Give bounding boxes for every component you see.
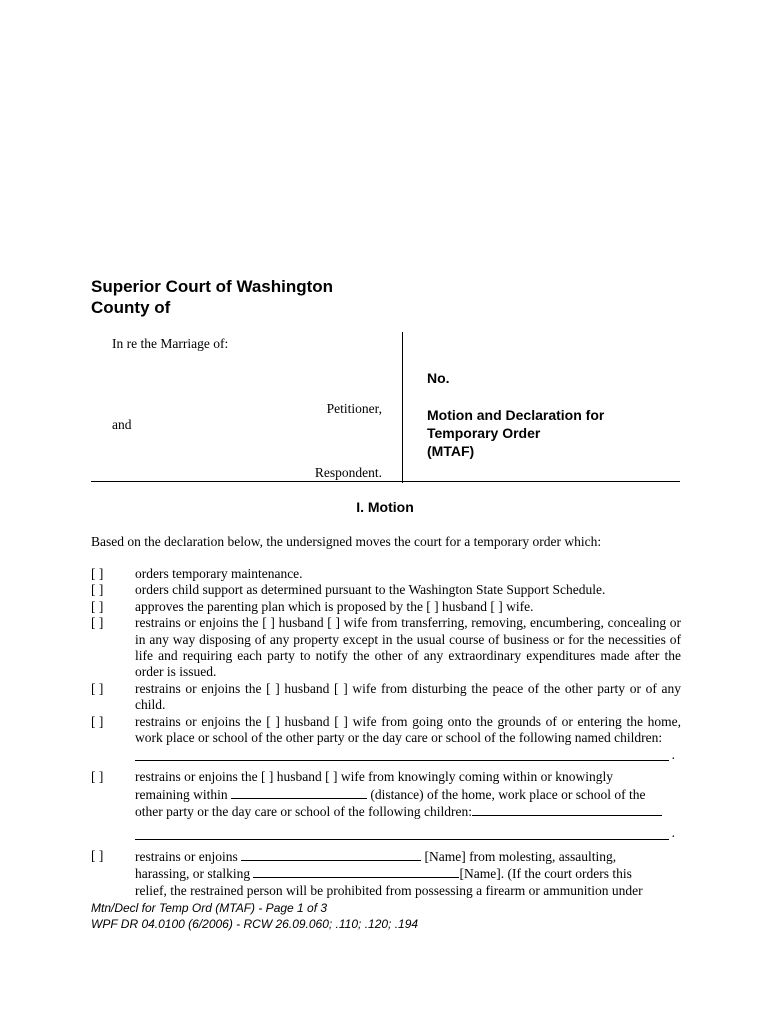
case-number-label: No. bbox=[427, 370, 450, 386]
case-caption bbox=[91, 332, 680, 483]
item-text bbox=[135, 848, 681, 899]
section-heading: I. Motion bbox=[356, 499, 414, 515]
line-period: . bbox=[671, 747, 675, 763]
list-item bbox=[91, 566, 681, 582]
motion-items-list bbox=[91, 566, 681, 899]
list-item bbox=[91, 714, 681, 762]
checkbox[interactable]: [ ] bbox=[91, 847, 104, 863]
item-text-fragment: restrains or enjoins bbox=[135, 848, 238, 864]
item-text-fragment: other party or the day care or school of the following children: bbox=[135, 804, 473, 820]
item-text-fragment: relief, the restrained person will be prohibited from possessing a firearm or ammunition under bbox=[135, 882, 643, 898]
checkbox[interactable]: [ ] bbox=[91, 769, 104, 785]
item-text-body: restrains or enjoins the [ ] husband [ ] wife from going onto the grounds of or entering the home, work place or school of the other party or the day care or school of the following named children: bbox=[135, 713, 681, 746]
footer-line: WPF DR 04.0100 (6/2006) - RCW 26.09.060; .110; .120; .194 bbox=[91, 917, 419, 931]
restrained-name-field[interactable] bbox=[241, 848, 421, 861]
item-text: orders child support as determined pursuant to the Washington State Support Schedule. bbox=[135, 582, 606, 598]
and-label: and bbox=[112, 417, 132, 432]
document-title-line: (MTAF) bbox=[427, 443, 475, 459]
item-text: approves the parenting plan which is proposed by the [ ] husband [ ] wife. bbox=[135, 598, 534, 614]
checkbox[interactable]: [ ] bbox=[91, 615, 104, 631]
children-names-field-2[interactable] bbox=[135, 825, 675, 841]
checkbox[interactable]: [ ] bbox=[91, 713, 104, 729]
list-item bbox=[91, 848, 681, 899]
caption-divider bbox=[91, 481, 680, 482]
item-text-fragment: harassing, or stalking bbox=[135, 866, 251, 882]
parties-block bbox=[91, 332, 403, 483]
page-footer bbox=[91, 900, 418, 932]
item-text-fragment: (distance) of the home, work place or school of the bbox=[370, 786, 646, 802]
item-text-fragment: remaining within bbox=[135, 786, 228, 802]
item-text bbox=[135, 714, 681, 762]
protected-name-field[interactable] bbox=[253, 865, 459, 878]
item-text: orders temporary maintenance. bbox=[135, 566, 303, 581]
list-item bbox=[91, 599, 681, 615]
respondent-label: Respondent. bbox=[314, 465, 382, 480]
item-text bbox=[135, 769, 681, 839]
item-text-body: restrains or enjoins the [ ] husband [ ] wife from knowingly coming within or knowingly bbox=[135, 769, 614, 785]
line-period: . bbox=[671, 825, 675, 841]
checkbox[interactable]: [ ] bbox=[91, 582, 104, 598]
checkbox[interactable]: [ ] bbox=[91, 598, 104, 614]
checkbox[interactable]: [ ] bbox=[91, 566, 104, 581]
item-text-fragment: [Name] from molesting, assaulting, bbox=[424, 848, 617, 864]
document-title-line: Motion and Declaration for bbox=[427, 407, 605, 423]
list-item bbox=[91, 615, 681, 681]
distance-field[interactable] bbox=[231, 786, 367, 799]
intro-paragraph: Based on the declaration below, the undersigned moves the court for a temporary order which: bbox=[91, 534, 602, 549]
document-title bbox=[427, 406, 604, 460]
petitioner-label: Petitioner, bbox=[326, 401, 382, 416]
marriage-label: In re the Marriage of: bbox=[112, 336, 229, 351]
document-title-line: Temporary Order bbox=[427, 425, 541, 441]
children-names-field[interactable] bbox=[135, 746, 675, 763]
county-label: County of bbox=[91, 298, 171, 317]
list-item bbox=[91, 769, 681, 839]
item-text: restrains or enjoins the [ ] husband [ ] wife from disturbing the peace of the other party or of any child. bbox=[135, 680, 681, 713]
children-field[interactable] bbox=[472, 803, 662, 816]
item-text: restrains or enjoins the [ ] husband [ ] wife from transferring, removing, encumbering, concealing or in any way disposing of any property except in the usual course of business or for the necessities of life and requiring each party to notify the other of any extraordinary expenditures made after the order is issued. bbox=[135, 615, 681, 680]
list-item bbox=[91, 681, 681, 714]
footer-line: Mtn/Decl for Temp Ord (MTAF) - Page 1 of 3 bbox=[91, 901, 328, 915]
court-heading bbox=[91, 276, 333, 318]
item-text-fragment: [Name]. (If the court orders this bbox=[459, 866, 632, 882]
checkbox[interactable]: [ ] bbox=[91, 680, 104, 696]
court-name: Superior Court of Washington bbox=[91, 277, 334, 296]
list-item bbox=[91, 582, 681, 598]
